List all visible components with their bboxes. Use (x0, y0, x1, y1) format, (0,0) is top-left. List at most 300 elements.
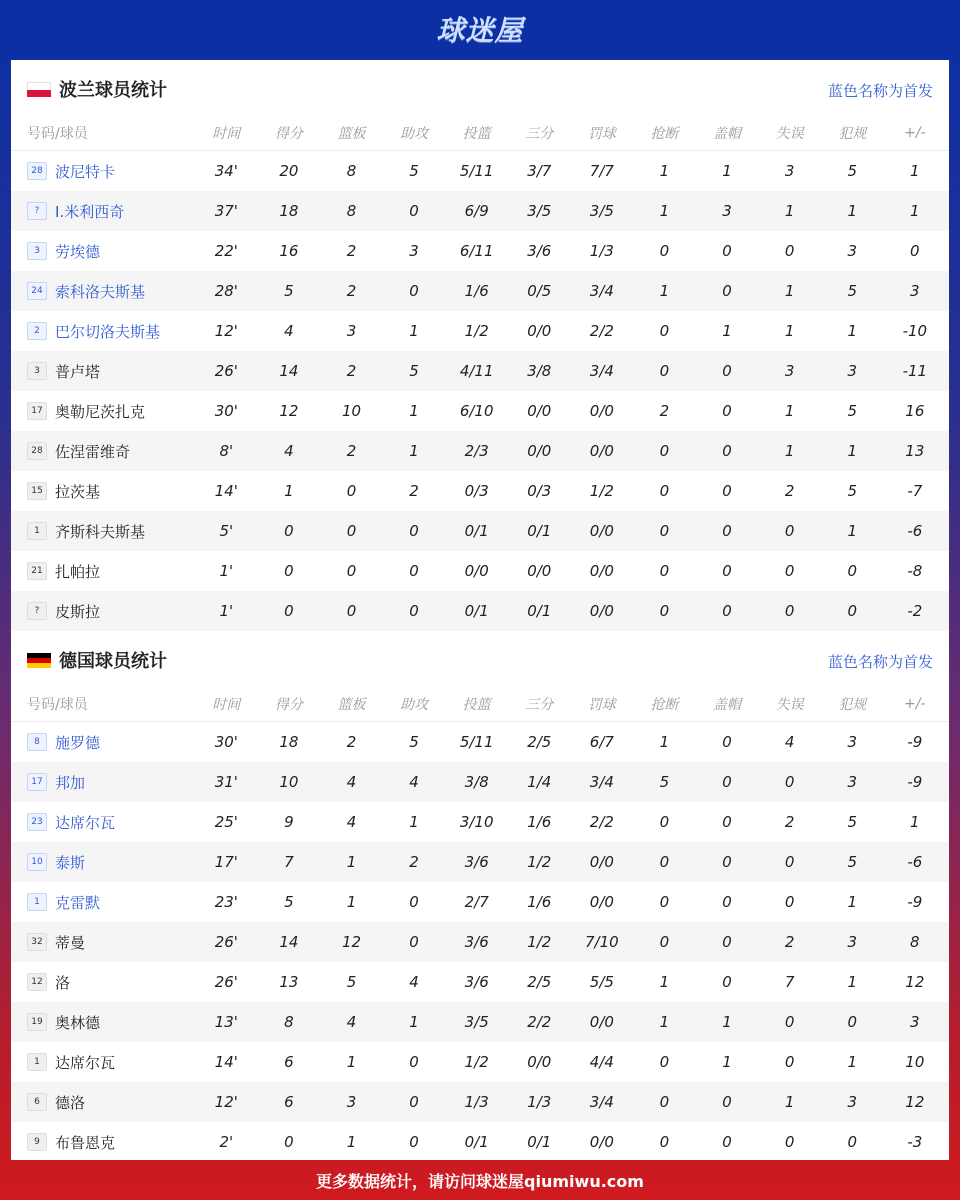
stat-cell-stl: 1 (659, 202, 670, 220)
stat-cell-tp: 2/5 (527, 973, 552, 991)
player-name-link[interactable]: 蒂曼 (55, 933, 86, 952)
stat-cell-reb: 8 (346, 162, 357, 180)
column-header: 篮板 (337, 126, 366, 142)
section-header (11, 631, 949, 687)
stat-cell-pf: 1 (847, 442, 857, 460)
stat-cell-reb: 1 (346, 893, 357, 911)
stat-cell-blk: 0 (722, 522, 732, 540)
stat-cell-stl: 1 (659, 973, 670, 991)
stat-cell-pm: 1 (910, 813, 920, 831)
stat-cell-pf: 5 (847, 482, 857, 500)
player-name-link[interactable]: 波尼特卡 (55, 162, 116, 181)
stat-cell-ft: 2/2 (589, 813, 614, 831)
stat-cell-min: 26' (214, 362, 238, 380)
player-row[interactable] (11, 962, 949, 1002)
jersey-number-badge: 1 (27, 1053, 47, 1071)
stat-cell-reb: 4 (346, 1013, 357, 1031)
stat-cell-pm: 12 (905, 973, 925, 991)
player-cell (11, 441, 195, 462)
jersey-number-badge: 1 (27, 522, 47, 540)
stat-cell-ft: 5/5 (589, 973, 614, 991)
stat-cell-pf: 0 (847, 1133, 857, 1151)
stat-cell-reb: 1 (346, 1133, 357, 1151)
stat-cell-reb: 8 (346, 202, 357, 220)
stat-cell-pts: 10 (279, 773, 299, 791)
stat-cell-min: 31' (214, 773, 238, 791)
stat-cell-min: 1' (219, 562, 234, 580)
stat-cell-blk: 0 (722, 562, 732, 580)
stat-cell-ast: 5 (409, 362, 419, 380)
stat-cell-ast: 0 (409, 1133, 419, 1151)
stat-cell-min: 25' (214, 813, 238, 831)
player-row[interactable] (11, 551, 949, 591)
stat-cell-fg: 4/11 (459, 362, 494, 380)
stat-cell-ast: 0 (409, 202, 419, 220)
player-cell (11, 852, 195, 873)
stat-cell-tov: 3 (784, 362, 795, 380)
stat-cell-reb: 0 (346, 562, 357, 580)
player-name-link[interactable]: 德洛 (55, 1093, 86, 1112)
stat-cell-ast: 1 (409, 402, 419, 420)
player-row[interactable] (11, 151, 949, 191)
stat-cell-blk: 0 (722, 442, 732, 460)
stat-cell-ast: 4 (409, 973, 419, 991)
player-cell (11, 201, 195, 222)
stat-cell-tov: 0 (784, 773, 795, 791)
stat-cell-pts: 5 (284, 282, 294, 300)
stat-cell-pts: 0 (284, 602, 294, 620)
stat-cell-blk: 0 (722, 1093, 732, 1111)
stat-cell-ft: 3/4 (589, 362, 614, 380)
player-row[interactable] (11, 722, 949, 762)
column-header: 号码/球员 (27, 126, 88, 142)
column-header: 时间 (212, 697, 241, 713)
stat-cell-tp: 0/1 (527, 1133, 552, 1151)
player-row[interactable] (11, 1042, 949, 1082)
player-name-link[interactable]: 施罗德 (55, 733, 101, 752)
stat-cell-fg: 0/0 (464, 562, 489, 580)
stat-cell-ft: 3/4 (589, 773, 614, 791)
stat-cell-tp: 0/3 (527, 482, 552, 500)
jersey-number-badge: 15 (27, 482, 47, 500)
stat-cell-ast: 5 (409, 162, 419, 180)
player-name-link[interactable]: 巴尔切洛夫斯基 (55, 322, 161, 341)
stat-cell-tp: 0/0 (527, 1053, 552, 1071)
player-cell (11, 161, 195, 182)
stat-cell-tp: 0/0 (527, 562, 552, 580)
player-row[interactable] (11, 802, 949, 842)
stat-cell-blk: 1 (722, 322, 732, 340)
stat-cell-reb: 5 (346, 973, 357, 991)
player-cell (11, 1052, 195, 1073)
stat-cell-fg: 3/6 (464, 853, 489, 871)
stat-cell-stl: 5 (659, 773, 670, 791)
stat-cell-pf: 5 (847, 402, 857, 420)
stat-cell-fg: 6/9 (464, 202, 489, 220)
stat-cell-fg: 1/6 (464, 282, 489, 300)
stat-cell-blk: 0 (722, 242, 732, 260)
stat-cell-tp: 0/0 (527, 322, 552, 340)
stat-cell-stl: 0 (659, 853, 670, 871)
player-cell (11, 1092, 195, 1113)
team-section-germany (11, 631, 949, 1160)
stat-cell-ast: 2 (409, 482, 419, 500)
player-name-link[interactable]: 达席尔瓦 (55, 813, 116, 832)
stat-cell-tov: 3 (784, 162, 795, 180)
jersey-number-badge: 12 (27, 973, 47, 991)
player-cell (11, 321, 195, 342)
stat-cell-reb: 4 (346, 773, 357, 791)
stat-cell-pf: 0 (847, 602, 857, 620)
stat-cell-tp: 0/5 (527, 282, 552, 300)
sections-container (11, 60, 949, 1160)
stat-cell-min: 26' (214, 933, 238, 951)
stat-cell-reb: 2 (346, 733, 357, 751)
stat-cell-ft: 4/4 (589, 1053, 614, 1071)
player-row[interactable] (11, 762, 949, 802)
stat-cell-tov: 0 (784, 242, 795, 260)
stat-cell-pf: 1 (847, 522, 857, 540)
stat-cell-pts: 18 (279, 733, 299, 751)
player-name-link[interactable]: 泰斯 (55, 853, 86, 872)
stat-cell-pm: -9 (907, 733, 923, 751)
stat-cell-reb: 3 (346, 1093, 357, 1111)
stat-cell-ast: 3 (409, 242, 419, 260)
player-row[interactable] (11, 231, 949, 271)
stat-cell-ast: 4 (409, 773, 419, 791)
player-name-link[interactable]: 扎帕拉 (55, 562, 101, 581)
stat-cell-pts: 14 (279, 362, 299, 380)
stat-cell-pts: 13 (279, 973, 299, 991)
column-header: 三分 (525, 126, 554, 142)
stat-cell-tov: 1 (784, 442, 795, 460)
column-header: +/- (904, 125, 926, 141)
stat-cell-pts: 14 (279, 933, 299, 951)
stat-cell-tp: 0/0 (527, 402, 552, 420)
column-header: 助攻 (400, 697, 429, 713)
stat-cell-pts: 7 (284, 853, 294, 871)
player-cell (11, 521, 195, 542)
jersey-number-badge: ? (27, 202, 47, 220)
stat-cell-min: 12' (214, 322, 238, 340)
stat-cell-fg: 3/8 (464, 773, 489, 791)
stat-cell-min: 28' (214, 282, 238, 300)
stat-cell-blk: 0 (722, 362, 732, 380)
player-cell (11, 972, 195, 993)
stat-cell-pts: 12 (279, 402, 299, 420)
stat-cell-min: 30' (214, 733, 238, 751)
player-cell (11, 932, 195, 953)
stat-cell-blk: 0 (722, 482, 732, 500)
stat-cell-min: 14' (214, 1053, 238, 1071)
stat-cell-tov: 0 (784, 562, 795, 580)
stat-cell-ast: 0 (409, 933, 419, 951)
player-cell (11, 772, 195, 793)
stat-cell-blk: 1 (722, 1013, 732, 1031)
jersey-number-badge: 6 (27, 1093, 47, 1111)
column-header: 号码/球员 (27, 697, 88, 713)
stat-cell-pm: 16 (905, 402, 925, 420)
stat-cell-min: 12' (214, 1093, 238, 1111)
player-row[interactable] (11, 391, 949, 431)
stat-cell-ft: 7/7 (589, 162, 614, 180)
jersey-number-badge: 1 (27, 893, 47, 911)
starter-legend-note: 蓝色名称为首发 (827, 653, 933, 671)
stat-cell-ft: 0/0 (589, 893, 614, 911)
stat-cell-tov: 2 (784, 482, 795, 500)
player-row[interactable] (11, 471, 949, 511)
column-header: 罚球 (587, 126, 616, 142)
stat-cell-stl: 0 (659, 482, 670, 500)
stat-cell-pf: 3 (847, 362, 857, 380)
player-cell (11, 361, 195, 382)
stat-cell-fg: 0/1 (464, 522, 489, 540)
stat-cell-ast: 5 (409, 733, 419, 751)
stat-cell-stl: 1 (659, 733, 670, 751)
stat-cell-reb: 1 (346, 1053, 357, 1071)
stat-cell-blk: 0 (722, 602, 732, 620)
stat-cell-tp: 3/7 (527, 162, 552, 180)
stat-cell-pm: 10 (905, 1053, 925, 1071)
player-name-link[interactable]: 邦加 (55, 773, 86, 792)
stat-cell-ft: 1/3 (589, 242, 614, 260)
stat-cell-ft: 0/0 (589, 1013, 614, 1031)
stats-panel (11, 60, 949, 1160)
stat-cell-fg: 2/7 (464, 893, 489, 911)
stat-cell-tp: 1/3 (527, 1093, 552, 1111)
stat-cell-tp: 3/5 (527, 202, 552, 220)
column-header: 犯规 (838, 126, 867, 142)
player-name-link[interactable]: I.米利西奇 (55, 202, 125, 221)
player-row[interactable] (11, 591, 949, 631)
stat-cell-min: 34' (214, 162, 238, 180)
stat-cell-ast: 0 (409, 282, 419, 300)
stat-cell-stl: 0 (659, 933, 670, 951)
stat-cell-min: 1' (219, 602, 234, 620)
player-name-link[interactable]: 佐涅雷维奇 (55, 442, 131, 461)
player-name-link[interactable]: 达席尔瓦 (55, 1053, 116, 1072)
stat-cell-pm: -8 (907, 562, 923, 580)
stat-cell-blk: 1 (722, 162, 732, 180)
stat-cell-reb: 2 (346, 442, 357, 460)
stat-cell-ft: 0/0 (589, 522, 614, 540)
stat-cell-tov: 0 (784, 522, 795, 540)
stat-cell-pts: 6 (284, 1053, 294, 1071)
stat-cell-min: 5' (219, 522, 234, 540)
stat-cell-pts: 0 (284, 562, 294, 580)
player-row[interactable] (11, 311, 949, 351)
stat-cell-tov: 2 (784, 933, 795, 951)
stat-cell-tov: 1 (784, 402, 795, 420)
player-row[interactable] (11, 351, 949, 391)
player-cell (11, 1132, 195, 1153)
stat-cell-pf: 0 (847, 562, 857, 580)
stat-cell-blk: 1 (722, 1053, 732, 1071)
team-section-poland (11, 60, 949, 631)
stat-cell-pm: -6 (907, 522, 923, 540)
jersey-number-badge: 23 (27, 813, 47, 831)
column-header: 时间 (212, 126, 241, 142)
stat-cell-stl: 0 (659, 1053, 670, 1071)
stat-cell-ast: 0 (409, 522, 419, 540)
stat-cell-reb: 10 (341, 402, 362, 420)
stat-cell-tov: 1 (784, 1093, 795, 1111)
section-title: 波兰球员统计 (59, 80, 167, 101)
player-row[interactable] (11, 511, 949, 551)
stat-cell-tov: 0 (784, 893, 795, 911)
germany-flag-icon (27, 653, 51, 668)
stat-cell-tov: 1 (784, 322, 795, 340)
stat-cell-ft: 0/0 (589, 562, 614, 580)
table-body (11, 722, 949, 1160)
player-cell (11, 401, 195, 422)
stat-cell-ast: 1 (409, 322, 419, 340)
player-name-link[interactable]: 拉茨基 (55, 482, 101, 501)
player-name-link[interactable]: 普卢塔 (55, 362, 101, 381)
stat-cell-stl: 0 (659, 1133, 670, 1151)
player-cell (11, 892, 195, 913)
stat-cell-stl: 2 (659, 402, 670, 420)
player-name-link[interactable]: 皮斯拉 (55, 602, 101, 621)
stat-cell-pm: 1 (910, 162, 920, 180)
stat-cell-reb: 2 (346, 282, 357, 300)
stat-cell-blk: 0 (722, 1133, 732, 1151)
stat-cell-tov: 0 (784, 853, 795, 871)
stat-cell-stl: 0 (659, 322, 670, 340)
stat-cell-pf: 5 (847, 282, 857, 300)
column-header: 得分 (274, 697, 303, 713)
stat-cell-ast: 0 (409, 1093, 419, 1111)
jersey-number-badge: 17 (27, 402, 47, 420)
player-name-link[interactable]: 洛 (55, 973, 71, 992)
footer-banner[interactable]: 更多数据统计，请访问球迷屋qiumiwu.com (316, 1171, 644, 1191)
stat-cell-min: 13' (214, 1013, 238, 1031)
stat-cell-stl: 0 (659, 1093, 670, 1111)
top-bar (0, 0, 960, 58)
stat-cell-pf: 3 (847, 733, 857, 751)
player-row[interactable] (11, 1122, 949, 1160)
stat-cell-stl: 0 (659, 602, 670, 620)
stat-cell-tov: 1 (784, 282, 795, 300)
stat-cell-tp: 2/2 (527, 1013, 552, 1031)
stat-cell-pf: 3 (847, 933, 857, 951)
stat-cell-tov: 2 (784, 813, 795, 831)
stat-cell-ft: 0/0 (589, 853, 614, 871)
stat-cell-pts: 0 (284, 1133, 294, 1151)
player-row[interactable] (11, 882, 949, 922)
stat-cell-pm: 1 (910, 202, 920, 220)
player-row[interactable] (11, 922, 949, 962)
stat-cell-min: 37' (214, 202, 238, 220)
stat-cell-pm: 0 (910, 242, 920, 260)
stat-cell-fg: 1/2 (464, 322, 489, 340)
stat-cell-pf: 1 (847, 973, 857, 991)
stat-cell-fg: 5/11 (459, 162, 494, 180)
column-header: 投篮 (462, 697, 491, 713)
column-header: 得分 (274, 126, 303, 142)
stat-cell-ast: 2 (409, 853, 419, 871)
stat-cell-min: 8' (219, 442, 234, 460)
stat-cell-tov: 0 (784, 1053, 795, 1071)
stat-cell-pm: -9 (907, 893, 923, 911)
stat-cell-blk: 0 (722, 893, 732, 911)
jersey-number-badge: 32 (27, 933, 47, 951)
player-name-link[interactable]: 克雷默 (55, 893, 101, 912)
stat-cell-blk: 0 (722, 933, 732, 951)
stat-cell-pts: 4 (284, 442, 294, 460)
column-header: 盖帽 (713, 697, 742, 713)
player-cell (11, 561, 195, 582)
stat-cell-blk: 0 (722, 282, 732, 300)
player-name-link[interactable]: 齐斯科夫斯基 (55, 522, 146, 541)
stat-cell-fg: 3/6 (464, 933, 489, 951)
stat-cell-tov: 0 (784, 1013, 795, 1031)
stat-cell-tov: 1 (784, 202, 795, 220)
stat-cell-reb: 0 (346, 522, 357, 540)
stat-cell-min: 23' (214, 893, 238, 911)
player-name-link[interactable]: 劳埃德 (55, 242, 101, 261)
stat-cell-stl: 0 (659, 442, 670, 460)
jersey-number-badge: 28 (27, 162, 47, 180)
stat-cell-reb: 4 (346, 813, 357, 831)
stat-cell-reb: 2 (346, 362, 357, 380)
stat-cell-blk: 0 (722, 813, 732, 831)
stat-cell-min: 22' (214, 242, 238, 260)
player-name-link[interactable]: 奥勒尼茨扎克 (55, 402, 146, 421)
player-cell (11, 241, 195, 262)
stat-cell-pm: -9 (907, 773, 923, 791)
stat-cell-tov: 4 (784, 733, 795, 751)
jersey-number-badge: 21 (27, 562, 47, 580)
player-row[interactable] (11, 271, 949, 311)
stat-cell-pm: -3 (907, 1133, 923, 1151)
stat-cell-pf: 5 (847, 162, 857, 180)
stat-cell-tov: 0 (784, 1133, 795, 1151)
stat-cell-ft: 7/10 (585, 933, 619, 951)
stat-cell-tp: 1/6 (527, 813, 552, 831)
player-cell (11, 481, 195, 502)
stat-cell-pf: 3 (847, 1093, 857, 1111)
stat-cell-stl: 0 (659, 242, 670, 260)
stat-cell-reb: 2 (346, 242, 357, 260)
stat-cell-ft: 0/0 (589, 442, 614, 460)
player-row[interactable] (11, 191, 949, 231)
stat-cell-pm: -2 (907, 602, 923, 620)
jersey-number-badge: 28 (27, 442, 47, 460)
player-row[interactable] (11, 1002, 949, 1042)
stat-cell-blk: 0 (722, 402, 732, 420)
stat-cell-pf: 3 (847, 773, 857, 791)
player-cell (11, 281, 195, 302)
player-name-link[interactable]: 奥林德 (55, 1013, 101, 1032)
player-row[interactable] (11, 842, 949, 882)
stat-cell-ast: 1 (409, 442, 419, 460)
player-row[interactable] (11, 1082, 949, 1122)
player-cell (11, 601, 195, 622)
stat-cell-ft: 0/0 (589, 602, 614, 620)
player-row[interactable] (11, 431, 949, 471)
player-name-link[interactable]: 布鲁恩克 (55, 1133, 116, 1152)
stat-cell-fg: 1/3 (464, 1093, 489, 1111)
column-header: +/- (904, 696, 926, 712)
stat-cell-stl: 0 (659, 522, 670, 540)
stat-cell-pts: 20 (279, 162, 299, 180)
player-name-link[interactable]: 索科洛夫斯基 (55, 282, 146, 301)
jersey-number-badge: 10 (27, 853, 47, 871)
stat-cell-ft: 3/5 (589, 202, 614, 220)
stat-cell-fg: 3/5 (464, 1013, 489, 1031)
stat-cell-pf: 1 (847, 322, 857, 340)
